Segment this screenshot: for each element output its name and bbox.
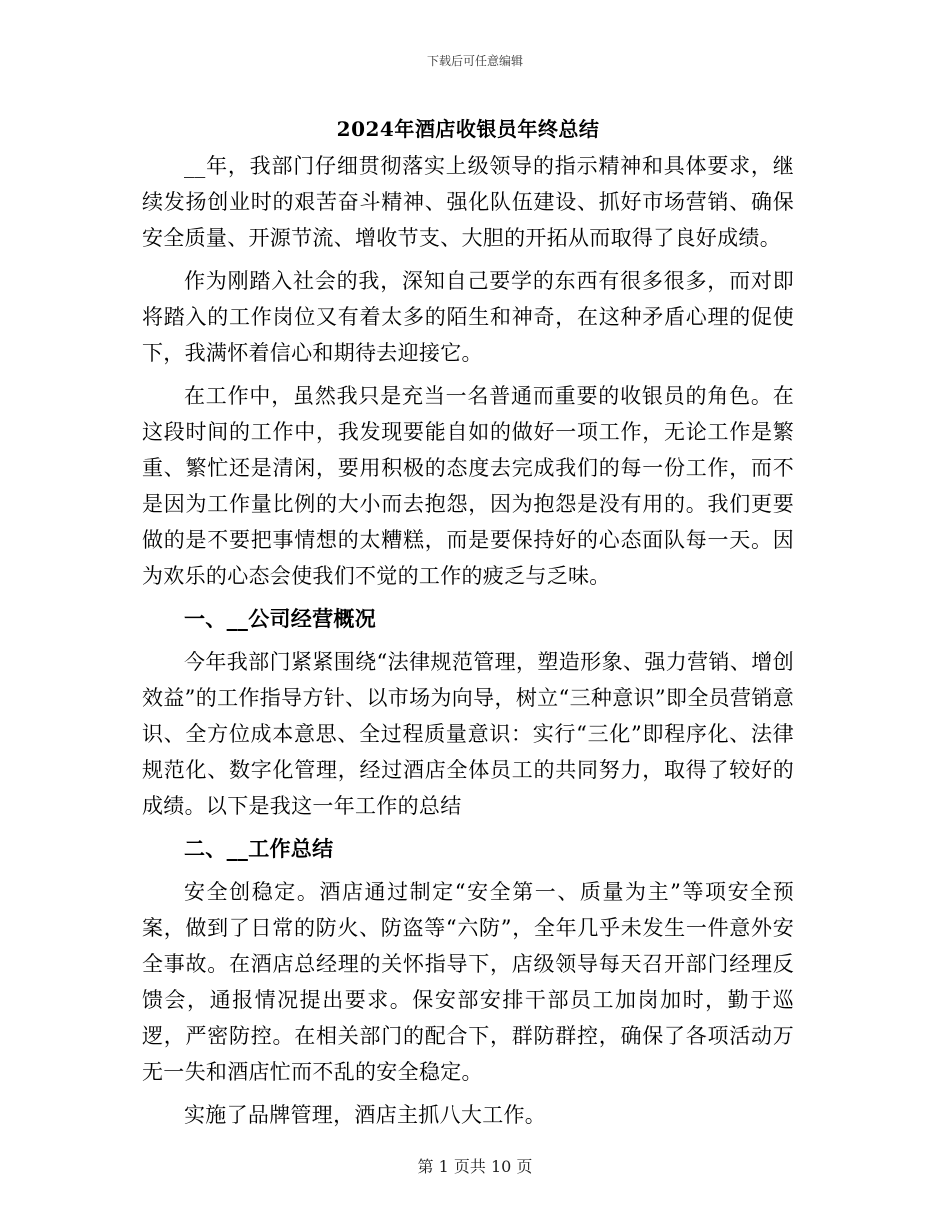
section-heading-summary: 二、__工作总结 — [184, 836, 334, 861]
paragraph-brand: 实施了品牌管理，酒店主抓八大工作。 — [184, 1103, 547, 1127]
paragraph-overview: 今年我部门紧紧围绕“法律规范管理，塑造形象、强力营销、增创效益”的工作指导方针、以市场为向导，树立“三种意识”即全员营销意识、全方位成本意思、全过程质量意识：实行“三化”即程序化、法律规范化、数字化管理，经过酒店全体员工的共同努力，取得了较好的成绩。以下是我这一年工作的总结 — [142, 650, 794, 818]
section-heading-overview: 一、__公司经营概况 — [184, 606, 376, 631]
page-footer: 第 1 页共 10 页 — [417, 1157, 533, 1176]
document-body — [142, 114, 794, 1140]
paragraph-intro: __年，我部门仔细贯彻落实上级领导的指示精神和具体要求，继续发扬创业时的艰苦奋斗精神、强化队伍建设、抓好市场营销、确保安全质量、开源节流、增收节支、大胆的开拓从而取得了良好成绩。 — [142, 154, 794, 250]
paragraph-newcomer: 作为刚踏入社会的我，深知自己要学的东西有很多很多，而对即将踏入的工作岗位又有着太多的陌生和神奇，在这种矛盾心理的促使下，我满怀着信心和期待去迎接它。 — [142, 269, 794, 365]
paragraph-safety: 安全创稳定。酒店通过制定“安全第一、质量为主”等项安全预案，做到了日常的防火、防盗等“六防”，全年几乎未发生一件意外安全事故。在酒店总经理的关怀指导下，店级领导每天召开部门经理反馈会，通报情况提出要求。保安部安排干部员工加岗加时，勤于巡逻，严密防控。在相关部门的配合下，群防群控，确保了各项活动万无一失和酒店忙而不乱的安全稳定。 — [142, 880, 794, 1084]
page-header-note: 下载后可任意编辑 — [426, 54, 523, 68]
paragraph-work-attitude: 在工作中，虽然我只是充当一名普通而重要的收银员的角色。在这段时间的工作中，我发现要能自如的做好一项工作，无论工作是繁重、繁忙还是清闲，要用积极的态度去完成我们的每一份工作，而不是因为工作量比例的大小而去抱怨，因为抱怨是没有用的。我们更要做的是不要把事情想的太糟糕，而是要保持好的心态面队每一天。因为欢乐的心态会使我们不觉的工作的疲乏与乏味。 — [142, 384, 794, 588]
document-title: 2024年酒店收银员年终总结 — [336, 117, 600, 141]
